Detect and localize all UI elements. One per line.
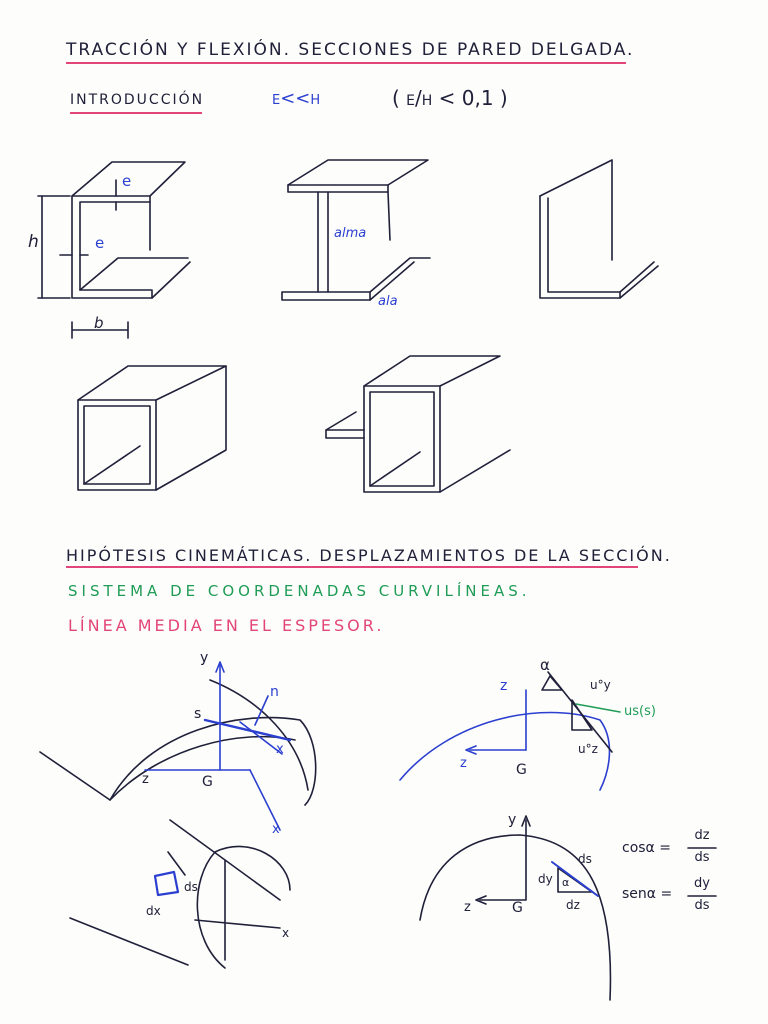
coordinate-system-heading: SISTEMA DE COORDENADAS CURVILÍNEAS. bbox=[68, 582, 531, 600]
d1-s-label: s bbox=[194, 706, 202, 722]
d4-y-label: y bbox=[508, 812, 517, 828]
d1-g-label: G bbox=[202, 774, 213, 790]
d4-alpha-label: α bbox=[562, 876, 570, 889]
d1-x-label-near: x bbox=[276, 742, 284, 757]
d2-g-label: G bbox=[516, 762, 527, 778]
width-label: b bbox=[94, 314, 104, 332]
d2-z-axis-label: z bbox=[460, 756, 467, 771]
d3-x-label: x bbox=[282, 926, 290, 940]
ratio-condition: ( e/h < 0,1 ) bbox=[392, 86, 508, 110]
d1-z-label: z bbox=[142, 772, 149, 787]
thickness-label-web: e bbox=[95, 234, 105, 252]
cos-denominator: ds bbox=[694, 850, 710, 865]
thin-wall-condition: e<<h bbox=[272, 88, 321, 109]
d2-uy-label: u°y bbox=[590, 678, 611, 692]
displacement-diagram bbox=[400, 672, 620, 790]
sen-denominator: ds bbox=[694, 898, 710, 913]
d1-x-label-far: x bbox=[272, 822, 280, 837]
hypothesis-heading: HIPÓTESIS CINEMÁTICAS. DESPLAZAMIENTOS DE LA SECCIÓN. bbox=[66, 546, 672, 565]
sen-formula-lhs: senα = bbox=[622, 886, 673, 902]
d2-uz-label: u°z bbox=[578, 742, 598, 756]
page-title: TRACCIÓN Y FLEXIÓN. SECCIONES DE PARED DELGADA. bbox=[66, 40, 635, 60]
angle-section-sketch bbox=[540, 160, 658, 298]
midline-heading: LÍNEA MEDIA EN EL ESPESOR. bbox=[68, 616, 385, 635]
d1-y-label: y bbox=[200, 650, 209, 666]
d3-ds-label: ds bbox=[184, 880, 198, 894]
flange-label: ala bbox=[378, 294, 398, 309]
d2-alpha-label: α bbox=[540, 656, 550, 674]
box-flange-section-sketch bbox=[326, 356, 510, 492]
thickness-label-top: e bbox=[122, 172, 132, 190]
intro-heading: INTRODUCCIÓN bbox=[70, 92, 205, 108]
d4-ds-label: ds bbox=[578, 852, 592, 866]
cos-numerator: dz bbox=[694, 828, 710, 843]
d1-n-label: n bbox=[270, 684, 279, 700]
hypothesis-underline bbox=[66, 566, 638, 568]
d3-dx-label: dx bbox=[146, 904, 161, 918]
cos-formula-lhs: cosα = bbox=[622, 840, 671, 856]
d2-us-label: us(s) bbox=[624, 704, 656, 719]
d4-dy-label: dy bbox=[538, 872, 553, 886]
d4-dz-label: dz bbox=[566, 898, 580, 912]
sen-numerator: dy bbox=[694, 876, 710, 891]
d2-z-label: z bbox=[500, 678, 508, 694]
channel-section-sketch bbox=[38, 162, 190, 338]
web-label: alma bbox=[334, 226, 367, 241]
d4-g-label: G bbox=[512, 900, 523, 916]
d4-z-label: z bbox=[464, 900, 471, 915]
box-section-sketch bbox=[78, 366, 226, 490]
surface-element-diagram bbox=[70, 820, 290, 968]
height-label: h bbox=[28, 232, 39, 252]
